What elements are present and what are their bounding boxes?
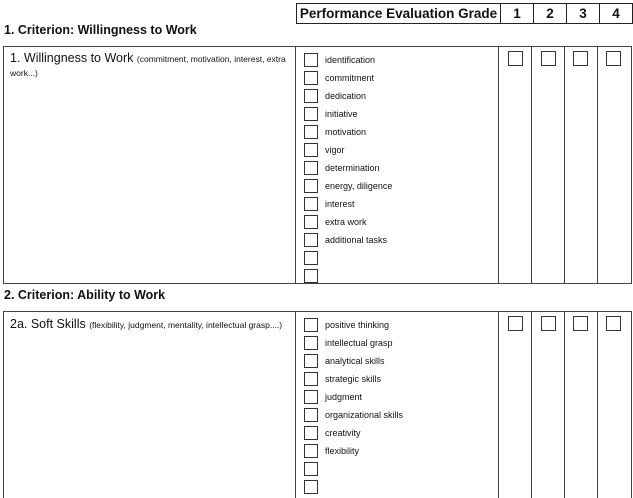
- section1-grade-1-checkbox[interactable]: [508, 51, 523, 66]
- section1-divider-items: [295, 46, 296, 284]
- section2-divider-grade4: [597, 311, 598, 498]
- section2-grade-1-checkbox[interactable]: [508, 316, 523, 331]
- checkbox[interactable]: [304, 318, 318, 332]
- checkbox[interactable]: [304, 462, 318, 476]
- checkbox[interactable]: [304, 89, 318, 103]
- checklist-item-label: dedication: [325, 90, 367, 101]
- checklist-item[interactable]: [304, 196, 355, 211]
- checkbox[interactable]: [304, 426, 318, 440]
- checklist-item-label: extra work: [325, 216, 367, 227]
- checklist-item[interactable]: [304, 232, 387, 247]
- checkbox[interactable]: [304, 444, 318, 458]
- checklist-item[interactable]: [304, 461, 325, 476]
- checklist-item[interactable]: [304, 425, 361, 440]
- checklist-item[interactable]: [304, 178, 392, 193]
- section2-heading: 2. Criterion: Ability to Work: [4, 288, 166, 302]
- checklist-item-label: interest: [325, 198, 355, 209]
- checkbox[interactable]: [304, 143, 318, 157]
- grade-header-1: 1: [500, 4, 533, 23]
- checklist-item[interactable]: [304, 389, 362, 404]
- checklist-item-label: intellectual grasp: [325, 337, 393, 348]
- checklist-item[interactable]: [304, 70, 374, 85]
- grade-header-3: 3: [566, 4, 599, 23]
- section1-grade-4-checkbox[interactable]: [606, 51, 621, 66]
- checklist-item-label: identification: [325, 54, 376, 65]
- checkbox[interactable]: [304, 161, 318, 175]
- grade-header-title: Performance Evaluation Grade: [299, 6, 498, 21]
- section1-criterion-subtitle: (commitment, motivation, interest, extra work...): [10, 54, 286, 78]
- section2-divider-grade3: [564, 311, 565, 498]
- section1-grade-2-checkbox[interactable]: [541, 51, 556, 66]
- section2-divider-grade2: [531, 311, 532, 498]
- checkbox[interactable]: [304, 269, 318, 283]
- checklist-item[interactable]: [304, 268, 325, 283]
- checkbox[interactable]: [304, 179, 318, 193]
- checklist-item-label: analytical skills: [325, 355, 385, 366]
- checklist-item-label: energy, diligence: [325, 180, 393, 191]
- checklist-item[interactable]: [304, 407, 403, 422]
- checkbox[interactable]: [304, 480, 318, 494]
- checklist-item-label: positive thinking: [325, 319, 390, 330]
- checklist-item[interactable]: [304, 214, 367, 229]
- checklist-item[interactable]: [304, 160, 380, 175]
- checkbox[interactable]: [304, 71, 318, 85]
- checklist-item[interactable]: [304, 124, 366, 139]
- checklist-item-label: organizational skills: [325, 409, 404, 420]
- section2-divider-items: [295, 311, 296, 498]
- section1-divider-grade2: [531, 46, 532, 284]
- grade-header: [296, 3, 633, 24]
- checkbox[interactable]: [304, 354, 318, 368]
- checklist-item[interactable]: [304, 250, 325, 265]
- section2-grade-2-checkbox[interactable]: [541, 316, 556, 331]
- grade-header-2: 2: [533, 4, 566, 23]
- section1-divider-grade4: [597, 46, 598, 284]
- checklist-item-label: determination: [325, 162, 380, 173]
- checkbox[interactable]: [304, 107, 318, 121]
- section1-divider-grade1: [498, 46, 499, 284]
- section2-grade-3-checkbox[interactable]: [573, 316, 588, 331]
- grade-header-4: 4: [599, 4, 632, 23]
- checklist-item-label: creativity: [325, 427, 361, 438]
- checklist-item-label: flexibility: [325, 445, 360, 456]
- section1-grade-3-checkbox[interactable]: [573, 51, 588, 66]
- checklist-item-label: motivation: [325, 126, 367, 137]
- checklist-item[interactable]: [304, 142, 345, 157]
- checkbox[interactable]: [304, 53, 318, 67]
- checklist-item[interactable]: [304, 317, 389, 332]
- checkbox[interactable]: [304, 197, 318, 211]
- section2-grade-4-checkbox[interactable]: [606, 316, 621, 331]
- checklist-item-label: vigor: [325, 144, 345, 155]
- checklist-item[interactable]: [304, 106, 358, 121]
- checkbox[interactable]: [304, 125, 318, 139]
- checkbox[interactable]: [304, 390, 318, 404]
- checklist-item[interactable]: [304, 88, 366, 103]
- section1-criterion-title: 1. Willingness to Work: [10, 51, 134, 65]
- checkbox[interactable]: [304, 372, 318, 386]
- section2-criterion: [10, 318, 295, 332]
- checklist-item[interactable]: [304, 443, 359, 458]
- checklist-item[interactable]: [304, 335, 393, 350]
- checklist-item[interactable]: [304, 479, 325, 494]
- section1-heading: 1. Criterion: Willingness to Work: [4, 23, 197, 37]
- checklist-item-label: strategic skills: [325, 373, 382, 384]
- checkbox[interactable]: [304, 336, 318, 350]
- checkbox[interactable]: [304, 233, 318, 247]
- checklist-item[interactable]: [304, 371, 381, 386]
- checkbox[interactable]: [304, 251, 318, 265]
- checklist-item[interactable]: [304, 52, 375, 67]
- checklist-item-label: commitment: [325, 72, 375, 83]
- checklist-item-label: initiative: [325, 108, 358, 119]
- checkbox[interactable]: [304, 215, 318, 229]
- checklist-item-label: additional tasks: [325, 234, 388, 245]
- section1-criterion: [10, 52, 290, 80]
- section2-criterion-subtitle: (flexibility, judgment, mentality, intellectual grasp....): [89, 320, 283, 330]
- section2-criterion-title: 2a. Soft Skills: [10, 317, 86, 331]
- checkbox[interactable]: [304, 408, 318, 422]
- checklist-item-label: judgment: [325, 391, 363, 402]
- checklist-item[interactable]: [304, 353, 385, 368]
- section2-divider-grade1: [498, 311, 499, 498]
- section1-divider-grade3: [564, 46, 565, 284]
